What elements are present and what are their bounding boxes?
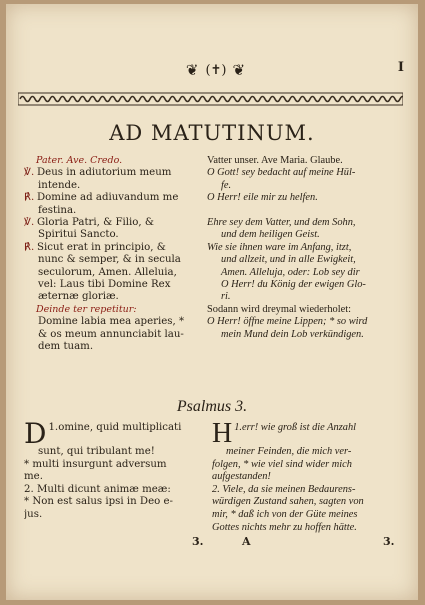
psalm-german-text: meiner Feinden, die mich ver-: [226, 446, 352, 457]
latin-text: festina.: [38, 204, 77, 216]
german-line: [207, 192, 407, 204]
latin-line: [24, 155, 202, 167]
german-text: O Herr! du König der ewigen Glo-: [221, 279, 366, 291]
german-text: Vatter unser. Ave Maria. Glaube.: [207, 155, 343, 166]
german-text: Amen. Alleluja, oder: Lob sey dir: [221, 266, 360, 278]
versicle-symbol: ℣.: [24, 217, 35, 229]
latin-text: Gloria Patri, & Filio, &: [37, 217, 154, 229]
psalm-latin-line: [24, 471, 200, 484]
verse-number: 1.: [48, 422, 59, 433]
psalm-latin-text: * multi insurgunt adversum: [24, 458, 167, 470]
german-line: [207, 167, 407, 179]
latin-text: Sicut erat in principio, &: [37, 241, 166, 253]
versicle-symbol: ℟.: [24, 192, 35, 204]
latin-line: [24, 192, 202, 204]
latin-text: nunc & semper, & in secula: [38, 254, 181, 266]
psalm-german-line: [212, 509, 408, 522]
latin-line: [24, 341, 202, 353]
german-line: [207, 329, 407, 341]
latin-line: [24, 279, 202, 291]
psalm-latin-text: jus.: [24, 508, 43, 520]
header-ornament: [156, 58, 276, 82]
german-text: O Gott! sey bedacht auf meine Hül-: [207, 167, 356, 179]
latin-line: [24, 205, 202, 217]
verse-number: 1.: [234, 422, 243, 433]
psalm-german-line: [212, 496, 408, 509]
psalm-latin-line: [24, 446, 200, 459]
psalm-latin-line: [24, 422, 200, 446]
psalm-german-text: folgen, * wie viel sind wider mich: [212, 458, 352, 470]
german-text: O Herr! öffne meine Lippen; * so wird: [207, 316, 368, 328]
flower-ornament-icon: ❦: [232, 61, 247, 79]
german-line: [207, 217, 407, 229]
latin-text: æternæ gloriæ.: [38, 291, 119, 303]
psalm-latin-text: [24, 422, 200, 522]
latin-text: Pater. Ave. Credo.: [36, 155, 123, 166]
latin-text: Spiritui Sancto.: [38, 229, 119, 241]
psalm-german-text: 2. Viele, da sie meinen Bedaurens-: [212, 483, 356, 495]
psalm-latin-line: [24, 459, 200, 472]
german-text: Sodann wird dreymal wiederholet:: [207, 303, 351, 315]
latin-line: [24, 229, 202, 241]
psalm-german-line: [212, 484, 408, 497]
psalm-latin-text: sunt, qui tribulant me!: [38, 446, 155, 457]
german-text: mein Mund dein Lob verkündigen.: [221, 328, 364, 340]
page-title: AD MATUTINUM.: [109, 121, 315, 145]
german-text: ri.: [221, 291, 231, 303]
latin-line: [24, 316, 202, 328]
latin-text: intende.: [38, 179, 81, 191]
latin-line: [24, 242, 202, 254]
german-line: [207, 316, 407, 328]
footer-signature-left: 3.: [192, 535, 204, 548]
footer-signature-mark: A: [242, 535, 251, 548]
cross-ornament-icon: (✝): [205, 62, 227, 78]
psalm-german-line: [212, 522, 408, 535]
latin-line: [24, 267, 202, 279]
psalm-latin-line: [24, 484, 200, 497]
latin-text: dem tuam.: [38, 341, 94, 353]
latin-line: [24, 180, 202, 192]
latin-line: [24, 329, 202, 341]
drop-capital: H: [212, 422, 233, 446]
psalm-german-line: [212, 459, 408, 472]
psalm-german-text: err! wie groß ist die Anzahl: [242, 422, 357, 433]
psalm-german-text: [212, 422, 408, 534]
psalm-heading: Psalmus 3.: [176, 398, 248, 415]
german-text: Wie sie ihnen ware im Anfang, itzt,: [207, 241, 352, 253]
latin-text: Domine labia mea aperies, *: [38, 316, 185, 328]
german-line: [207, 267, 407, 279]
footer-signature-right: 3.: [383, 535, 395, 548]
versicle-symbol: ℣.: [24, 167, 35, 179]
psalm-german-text: Gottes nichts mehr zu hoffen hätte.: [212, 521, 357, 533]
latin-text: & os meum annunciabit lau-: [38, 328, 184, 340]
german-text: Ehre sey dem Vatter, und dem Sohn,: [207, 217, 356, 229]
decorative-border: [18, 92, 403, 106]
book-page: [6, 4, 418, 600]
psalm-latin-text: * Non est salus ipsi in Deo e-: [24, 496, 173, 508]
latin-column: [24, 155, 202, 354]
psalm-german-text: aufgestanden!: [212, 471, 271, 483]
drop-capital: D: [24, 422, 47, 446]
german-text: und allzeit, und in alle Ewigkeit,: [221, 254, 356, 266]
psalm-latin-text: me.: [24, 471, 43, 483]
latin-text: Deus in adiutorium meum: [37, 167, 172, 179]
psalm-latin-line: [24, 496, 200, 509]
german-line: [207, 242, 407, 254]
psalm-german-line: [212, 422, 408, 446]
psalm-german-text: würdigen Zustand sahen, sagten von: [212, 496, 364, 508]
german-line: [207, 279, 407, 291]
german-line: [207, 291, 407, 303]
latin-line: [24, 217, 202, 229]
german-text: fe.: [221, 179, 232, 191]
latin-text: Deinde ter repetitur:: [36, 303, 137, 315]
german-line: [207, 205, 407, 217]
psalm-german-line: [212, 471, 408, 484]
latin-text: Domine ad adiuvandum me: [37, 192, 179, 204]
german-line: [207, 254, 407, 266]
psalm-latin-text: omine, quid multiplicati: [58, 422, 182, 433]
german-text: O Herr! eile mir zu helfen.: [207, 192, 318, 204]
latin-line: [24, 167, 202, 179]
german-text: und dem heiligen Geist.: [221, 229, 320, 241]
german-line: [207, 180, 407, 192]
latin-text: seculorum, Amen. Alleluia,: [38, 266, 177, 278]
versicle-symbol: ℟.: [24, 241, 35, 253]
german-line: [207, 229, 407, 241]
german-text: [207, 205, 210, 216]
flower-ornament-icon: ❦: [185, 61, 200, 79]
latin-line: [24, 291, 202, 303]
psalm-german-line: [212, 446, 408, 459]
latin-line: [24, 254, 202, 266]
latin-text: vel: Laus tibi Domine Rex: [38, 279, 171, 291]
psalm-latin-line: [24, 509, 200, 522]
psalm-latin-text: 2. Multi dicunt animæ meæ:: [24, 483, 171, 495]
german-line: [207, 155, 407, 167]
psalm-german-text: mir, * daß ich von der Güte meines: [212, 508, 358, 520]
latin-line: [24, 304, 202, 316]
german-column: [207, 155, 407, 341]
page-number: I: [397, 60, 404, 75]
german-line: [207, 304, 407, 316]
